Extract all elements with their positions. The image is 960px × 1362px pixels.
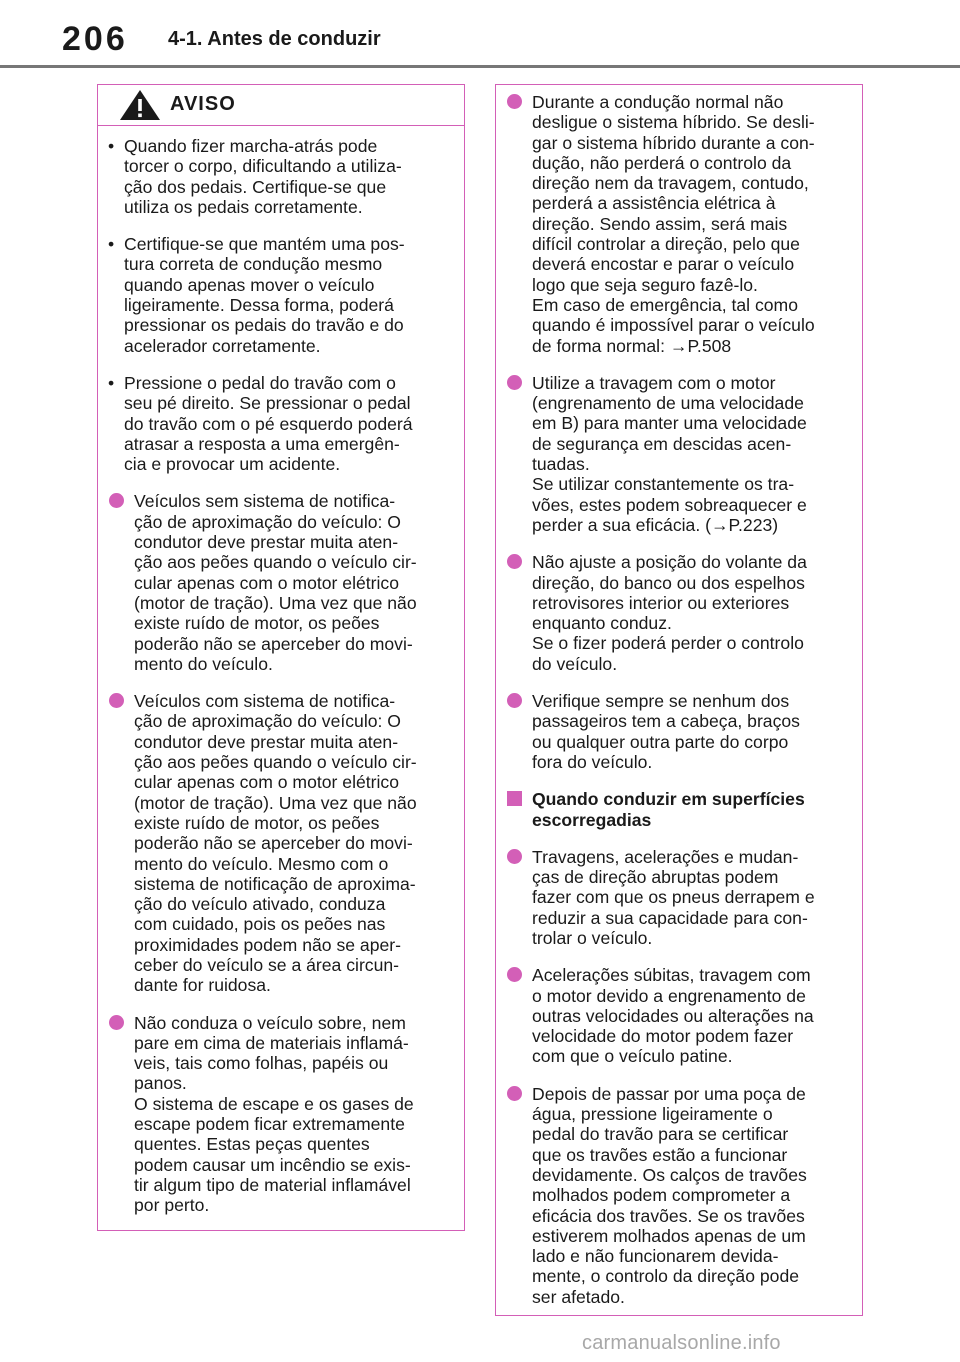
text-line: Utilize a travagem com o motor — [532, 372, 776, 393]
text-line: direção, do banco ou dos espelhos — [532, 572, 805, 593]
text-line: perderá a assistência elétrica à — [532, 193, 776, 214]
text-line: escape podem ficar extremamente — [134, 1114, 405, 1135]
text-line: dução, não perderá o controlo da — [532, 152, 792, 173]
text-line: ças de direção abruptas podem — [532, 867, 779, 888]
bullet-icon: • — [108, 234, 115, 255]
subheading — [506, 789, 850, 830]
text-line: proximidades podem não se aper- — [134, 934, 401, 955]
text-line: ser afetado. — [532, 1286, 625, 1307]
section-title: 4-1. Antes de conduzir — [168, 28, 381, 50]
text-line: Depois de passar por uma poça de — [532, 1083, 806, 1104]
text-line: quentes. Estas peças quentes — [134, 1134, 370, 1155]
text-line: estiverem molhados apenas de um — [532, 1225, 806, 1246]
warning-content-right — [496, 85, 862, 1307]
text-line: ção aos peões quando o veículo cir- — [134, 552, 417, 573]
text-line: logo que seja seguro fazê-lo. — [532, 274, 758, 295]
text-line: O sistema de escape e os gases de — [134, 1093, 414, 1114]
text-line: seu pé direito. Se pressionar o pedal — [124, 393, 411, 414]
page-header — [0, 0, 960, 70]
text-line: ção de aproximação do veículo: O — [134, 711, 401, 732]
text-line: existe ruído de motor, os peões — [134, 613, 380, 634]
text-line: acelerador corretamente. — [124, 335, 321, 356]
warning-item — [108, 491, 452, 674]
circle-bullet-icon — [507, 1086, 522, 1101]
text-line: Quando conduzir em superfícies — [532, 789, 805, 810]
text-line: gar o sistema híbrido durante a con- — [532, 132, 815, 153]
warning-item — [506, 552, 850, 674]
text-line: (motor de tração). Uma vez que não — [134, 592, 417, 613]
text-line: Se utilizar constantemente os tra- — [532, 474, 795, 495]
text-line: condutor deve prestar muita aten- — [134, 532, 399, 553]
text-line: trolar o veículo. — [532, 927, 653, 948]
text-line: torcer o corpo, dificultando a utiliza- — [124, 156, 402, 177]
text-line: pressionar os pedais do travão e do — [124, 315, 404, 336]
text-line: poderão não se aperceber do movi- — [134, 833, 413, 854]
text-line: ção aos peões quando o veículo cir- — [134, 752, 417, 773]
text-line: cular apenas com o motor elétrico — [134, 572, 400, 593]
text-line: Durante a condução normal não — [532, 92, 784, 112]
text-line: podem causar um incêndio se exis- — [134, 1154, 411, 1175]
circle-bullet-icon — [109, 1015, 124, 1030]
text-line: devidamente. Os calços de travões — [532, 1164, 807, 1185]
warning-item — [108, 234, 452, 356]
text-line: tura correta de condução mesmo — [124, 254, 383, 275]
text-line: condutor deve prestar muita aten- — [134, 731, 399, 752]
text-line: pare em cima de materiais inflamá- — [134, 1032, 409, 1053]
text-line: fazer com que os pneus derrapem e — [532, 887, 815, 908]
circle-bullet-icon — [507, 849, 522, 864]
text-line: lado e não funcionarem devida- — [532, 1246, 779, 1267]
square-bullet-icon — [507, 791, 522, 806]
text-line: (engrenamento de uma velocidade — [532, 393, 804, 414]
warning-box-left — [97, 84, 465, 1231]
text-line: mente, o controlo da direção pode — [532, 1266, 800, 1287]
text-line: reduzir a sua capacidade para con- — [532, 907, 808, 928]
warning-content-left — [98, 126, 464, 1216]
text-line: veis, tais como folhas, papéis ou — [134, 1053, 389, 1074]
warning-header — [98, 85, 464, 126]
text-line: panos. — [134, 1073, 187, 1094]
text-line: pedal do travão para se certificar — [532, 1124, 789, 1145]
text-line: que os travões estão a funcionar — [532, 1144, 788, 1165]
text-line: difícil controlar a direção, pelo que — [532, 234, 800, 255]
text-line: Acelerações súbitas, travagem com — [532, 965, 811, 986]
text-line: ou qualquer outra parte do corpo — [532, 731, 789, 752]
text-line: cia e provocar um acidente. — [124, 454, 341, 475]
header-rule — [0, 65, 960, 68]
text-line: tir algum tipo de material inflamável — [134, 1174, 411, 1195]
text-line: existe ruído de motor, os peões — [134, 812, 380, 833]
text-line: poderão não se aperceber do movi- — [134, 633, 413, 654]
text-line: ção de aproximação do veículo: O — [134, 511, 401, 532]
text-line: atrasar a resposta a uma emergên- — [124, 433, 400, 454]
text-line: retrovisores interior ou exteriores — [532, 592, 790, 613]
text-line: escorregadias — [532, 809, 652, 830]
warning-item — [108, 373, 452, 474]
text-line: Certifique-se que mantém uma pos- — [124, 234, 405, 255]
text-line: enquanto conduz. — [532, 613, 672, 634]
warning-item — [506, 691, 850, 772]
text-line: Veículos com sistema de notifica- — [134, 691, 396, 712]
warning-triangle-icon — [118, 88, 162, 122]
text-line: utiliza os pedais corretamente. — [124, 196, 363, 217]
circle-bullet-icon — [507, 693, 522, 708]
text-line: Veículos sem sistema de notifica- — [134, 491, 396, 512]
page-number: 206 — [62, 20, 128, 58]
text-line: outras velocidades ou alterações na — [532, 1005, 814, 1026]
text-line: sistema de notificação de aproxima- — [134, 873, 416, 894]
text-line: molhados podem comprometer a — [532, 1185, 791, 1206]
text-line: desligue o sistema híbrido. Se desli- — [532, 112, 815, 133]
text-line: Verifique sempre se nenhum dos — [532, 691, 790, 712]
circle-bullet-icon — [109, 693, 124, 708]
text-line: eficácia dos travões. Se os travões — [532, 1205, 805, 1226]
warning-item — [506, 373, 850, 535]
text-line: com que o veículo patine. — [532, 1046, 733, 1067]
text-line: ceber do veículo se a área circun- — [134, 954, 400, 975]
text-line: água, pressione ligeiramente o — [532, 1104, 773, 1125]
text-line: de segurança em descidas acen- — [532, 433, 792, 454]
circle-bullet-icon — [507, 554, 522, 569]
text-line: o motor devido a engrenamento de — [532, 985, 806, 1006]
warning-item — [506, 847, 850, 948]
bullet-icon: • — [108, 372, 115, 393]
text-line: direção nem da travagem, contudo, — [532, 173, 809, 194]
text-line: passageiros tem a cabeça, braços — [532, 711, 800, 732]
text-line: em B) para manter uma velocidade — [532, 413, 807, 434]
text-line: direção. Sendo assim, será mais — [532, 213, 788, 234]
warning-item — [506, 92, 850, 356]
warning-item — [108, 691, 452, 995]
text-line: fora do veículo. — [532, 751, 653, 772]
text-line: de forma normal: →P.508 — [532, 335, 732, 356]
text-line: ligeiramente. Dessa forma, poderá — [124, 295, 394, 316]
text-line: do travão com o pé esquerdo poderá — [124, 413, 413, 434]
warning-item — [506, 965, 850, 1066]
text-line: Quando fizer marcha-atrás pode — [124, 136, 378, 156]
text-line: (motor de tração). Uma vez que não — [134, 792, 417, 813]
text-line: ção do veículo ativado, conduza — [134, 894, 386, 915]
text-line: Travagens, acelerações e mudan- — [532, 846, 799, 867]
warning-item — [108, 1013, 452, 1216]
text-line: do veículo. — [532, 653, 618, 674]
text-line: mento do veículo. — [134, 653, 273, 674]
text-line: tuadas. — [532, 454, 590, 475]
text-line: por perto. — [134, 1195, 210, 1216]
text-line: Se o fizer poderá perder o controlo — [532, 633, 804, 654]
text-line: Não conduza o veículo sobre, nem — [134, 1012, 406, 1033]
circle-bullet-icon — [507, 967, 522, 982]
warning-box-right — [495, 84, 863, 1316]
text-line: quando é impossível parar o veículo — [532, 315, 815, 336]
circle-bullet-icon — [109, 493, 124, 508]
warning-item — [108, 136, 452, 217]
text-line: cular apenas com o motor elétrico — [134, 772, 400, 793]
text-line: deverá encostar e parar o veículo — [532, 254, 795, 275]
text-line: dante for ruidosa. — [134, 975, 271, 996]
warning-label: AVISO — [170, 93, 236, 115]
text-line: Pressione o pedal do travão com o — [124, 372, 396, 393]
text-line: mento do veículo. Mesmo com o — [134, 853, 389, 874]
text-line: Não ajuste a posição do volante da — [532, 552, 807, 573]
bullet-icon: • — [108, 136, 115, 156]
text-line: perder a sua eficácia. (→P.223) — [532, 514, 779, 535]
watermark: carmanualsonline.info — [582, 1332, 781, 1354]
text-line: quando apenas mover o veículo — [124, 274, 375, 295]
circle-bullet-icon — [507, 94, 522, 109]
text-line: vões, estes podem sobreaquecer e — [532, 494, 807, 515]
warning-item — [506, 1084, 850, 1307]
circle-bullet-icon — [507, 375, 522, 390]
text-line: ção dos pedais. Certifique-se que — [124, 176, 387, 197]
text-line: velocidade do motor podem fazer — [532, 1026, 794, 1047]
text-line: com cuidado, pois os peões nas — [134, 914, 386, 935]
text-line: Em caso de emergência, tal como — [532, 294, 798, 315]
